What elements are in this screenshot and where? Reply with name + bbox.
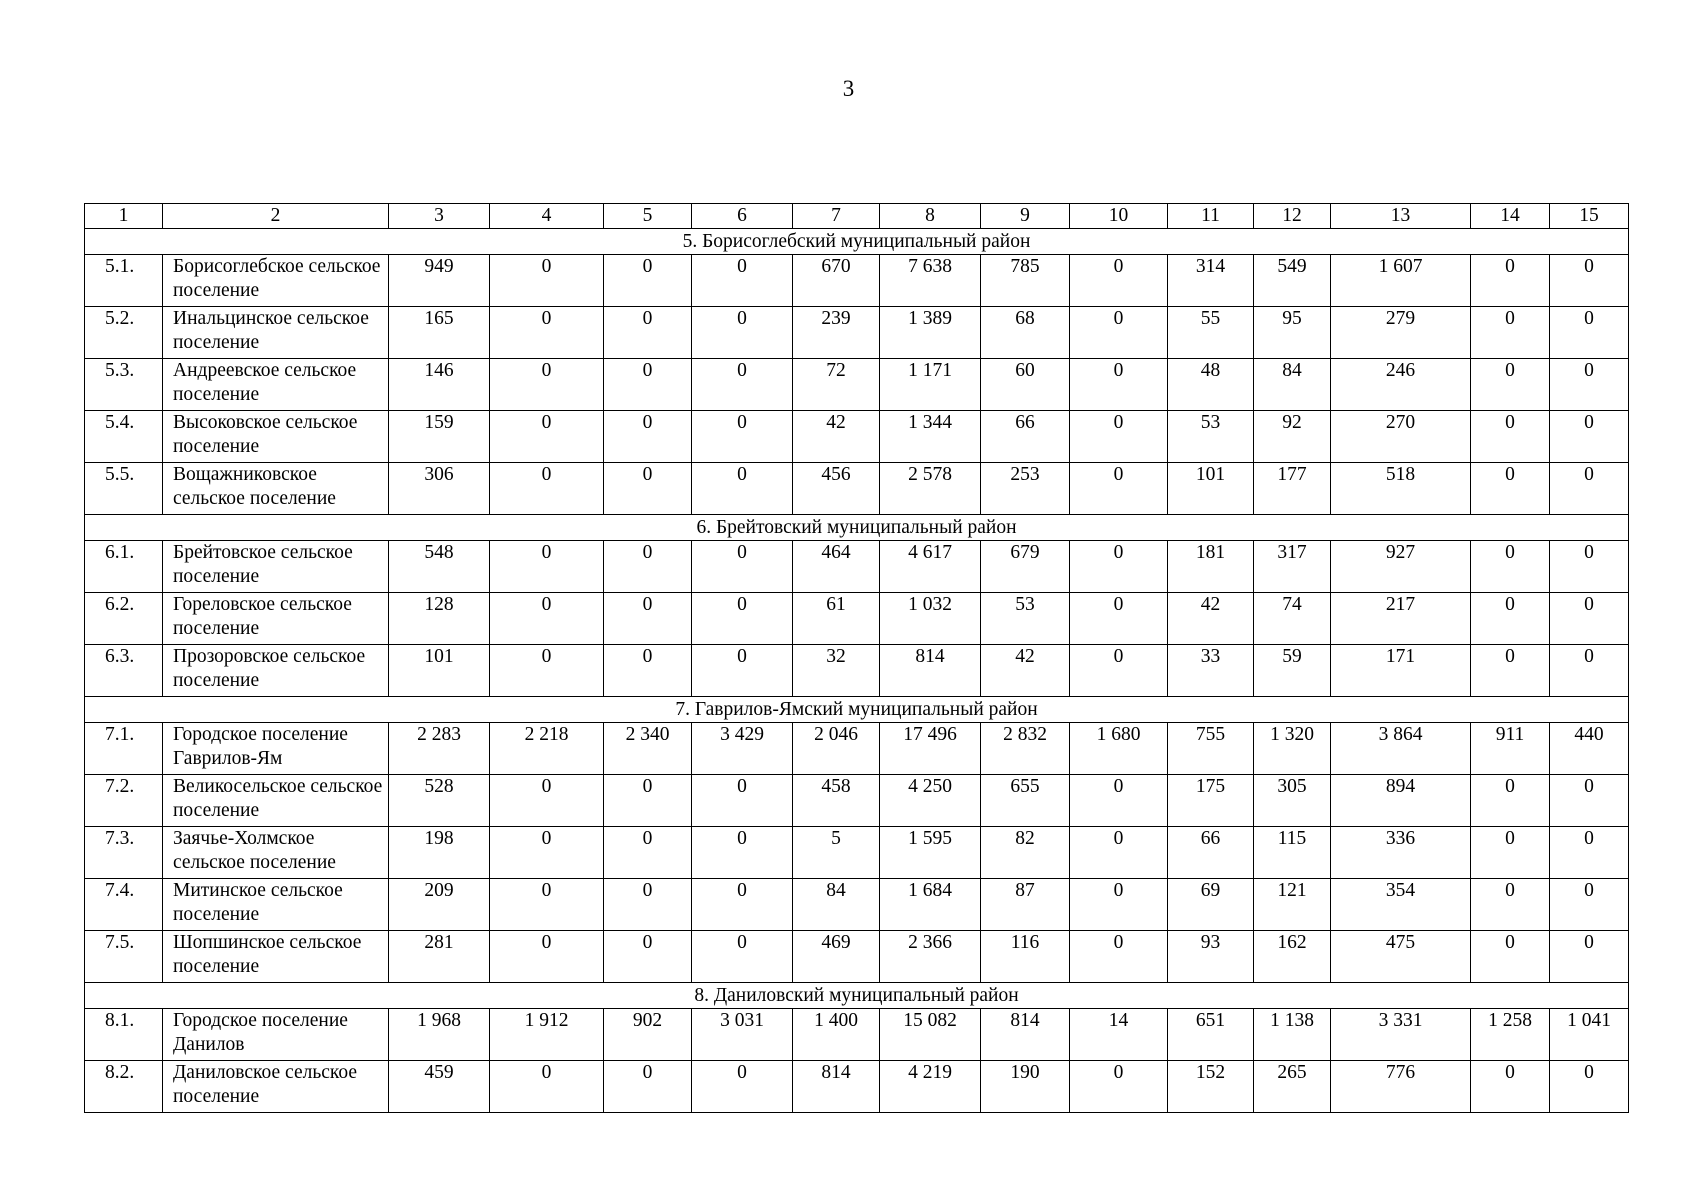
value-cell: 59 [1254,645,1331,697]
value-cell: 0 [1550,463,1629,515]
value-cell: 1 912 [490,1009,604,1061]
value-cell: 0 [490,593,604,645]
value-cell: 0 [1550,411,1629,463]
value-cell: 146 [389,359,490,411]
value-cell: 0 [1550,775,1629,827]
value-cell: 3 429 [692,723,793,775]
value-cell: 246 [1331,359,1471,411]
table-row [85,463,1629,515]
value-cell: 458 [793,775,880,827]
value-cell: 115 [1254,827,1331,879]
settlement-name: Заячье-Холмское сельское поселение [163,827,389,879]
value-cell: 755 [1168,723,1254,775]
value-cell: 0 [692,931,793,983]
value-cell: 0 [604,827,692,879]
value-cell: 0 [490,307,604,359]
value-cell: 336 [1331,827,1471,879]
table-row [85,359,1629,411]
value-cell: 456 [793,463,880,515]
value-cell: 670 [793,255,880,307]
table-row [85,827,1629,879]
value-cell: 265 [1254,1061,1331,1113]
section-title: 8. Даниловский муниципальный район [85,983,1629,1009]
value-cell: 814 [793,1061,880,1113]
table-row [85,723,1629,775]
row-number: 5.1. [85,255,163,307]
value-cell: 1 607 [1331,255,1471,307]
value-cell: 162 [1254,931,1331,983]
value-cell: 279 [1331,307,1471,359]
value-cell: 0 [692,645,793,697]
column-header: 4 [490,204,604,229]
value-cell: 0 [1070,1061,1168,1113]
value-cell: 33 [1168,645,1254,697]
value-cell: 53 [1168,411,1254,463]
value-cell: 0 [1070,879,1168,931]
value-cell: 209 [389,879,490,931]
value-cell: 3 864 [1331,723,1471,775]
value-cell: 0 [490,1061,604,1113]
value-cell: 0 [692,1061,793,1113]
table-row [85,593,1629,645]
value-cell: 949 [389,255,490,307]
value-cell: 190 [981,1061,1070,1113]
column-header: 1 [85,204,163,229]
settlement-name: Городское поселение Данилов [163,1009,389,1061]
value-cell: 3 031 [692,1009,793,1061]
value-cell: 1 684 [880,879,981,931]
value-cell: 0 [1070,593,1168,645]
value-cell: 55 [1168,307,1254,359]
value-cell: 0 [1471,411,1550,463]
value-cell: 68 [981,307,1070,359]
value-cell: 239 [793,307,880,359]
value-cell: 0 [1471,931,1550,983]
row-number: 7.5. [85,931,163,983]
section-title: 5. Борисоглебский муниципальный район [85,229,1629,255]
settlement-name: Даниловское сельское поселение [163,1061,389,1113]
value-cell: 0 [1471,307,1550,359]
value-cell: 475 [1331,931,1471,983]
value-cell: 95 [1254,307,1331,359]
value-cell: 1 400 [793,1009,880,1061]
value-cell: 306 [389,463,490,515]
value-cell: 548 [389,541,490,593]
value-cell: 0 [604,359,692,411]
value-cell: 902 [604,1009,692,1061]
value-cell: 0 [1070,255,1168,307]
value-cell: 14 [1070,1009,1168,1061]
value-cell: 281 [389,931,490,983]
value-cell: 1 595 [880,827,981,879]
value-cell: 354 [1331,879,1471,931]
column-header: 9 [981,204,1070,229]
value-cell: 0 [1550,541,1629,593]
value-cell: 2 340 [604,723,692,775]
value-cell: 0 [604,645,692,697]
value-cell: 4 219 [880,1061,981,1113]
value-cell: 17 496 [880,723,981,775]
value-cell: 0 [1550,307,1629,359]
value-cell: 785 [981,255,1070,307]
value-cell: 2 283 [389,723,490,775]
value-cell: 0 [1070,931,1168,983]
value-cell: 42 [793,411,880,463]
value-cell: 0 [604,931,692,983]
value-cell: 87 [981,879,1070,931]
row-number: 7.3. [85,827,163,879]
column-header: 13 [1331,204,1471,229]
section-row [85,697,1629,723]
value-cell: 0 [1471,827,1550,879]
value-cell: 60 [981,359,1070,411]
value-cell: 0 [490,411,604,463]
value-cell: 0 [1471,645,1550,697]
page-number: 3 [842,76,855,101]
value-cell: 1 680 [1070,723,1168,775]
value-cell: 4 250 [880,775,981,827]
column-header: 15 [1550,204,1629,229]
table-row [85,1009,1629,1061]
value-cell: 93 [1168,931,1254,983]
value-cell: 101 [1168,463,1254,515]
value-cell: 0 [692,593,793,645]
value-cell: 0 [1550,879,1629,931]
column-header: 14 [1471,204,1550,229]
value-cell: 0 [604,879,692,931]
value-cell: 0 [1471,775,1550,827]
value-cell: 0 [1550,827,1629,879]
value-cell: 0 [490,827,604,879]
row-number: 7.2. [85,775,163,827]
value-cell: 0 [1070,541,1168,593]
value-cell: 1 389 [880,307,981,359]
value-cell: 15 082 [880,1009,981,1061]
value-cell: 651 [1168,1009,1254,1061]
value-cell: 0 [692,307,793,359]
row-number: 6.2. [85,593,163,645]
value-cell: 305 [1254,775,1331,827]
settlement-name: Прозоровское сельское поселение [163,645,389,697]
value-cell: 0 [1471,463,1550,515]
value-cell: 0 [604,593,692,645]
value-cell: 165 [389,307,490,359]
value-cell: 1 258 [1471,1009,1550,1061]
value-cell: 32 [793,645,880,697]
value-cell: 0 [490,255,604,307]
table-row [85,775,1629,827]
value-cell: 0 [604,411,692,463]
value-cell: 776 [1331,1061,1471,1113]
value-cell: 84 [1254,359,1331,411]
value-cell: 152 [1168,1061,1254,1113]
column-header: 2 [163,204,389,229]
value-cell: 655 [981,775,1070,827]
value-cell: 128 [389,593,490,645]
value-cell: 3 331 [1331,1009,1471,1061]
value-cell: 0 [1471,593,1550,645]
value-cell: 0 [490,645,604,697]
value-cell: 92 [1254,411,1331,463]
value-cell: 0 [1550,1061,1629,1113]
value-cell: 0 [1070,827,1168,879]
value-cell: 0 [1070,359,1168,411]
value-cell: 74 [1254,593,1331,645]
value-cell: 0 [604,541,692,593]
row-number: 5.4. [85,411,163,463]
value-cell: 0 [1070,411,1168,463]
value-cell: 0 [692,255,793,307]
value-cell: 0 [1070,463,1168,515]
table-row [85,645,1629,697]
value-cell: 159 [389,411,490,463]
value-cell: 5 [793,827,880,879]
value-cell: 217 [1331,593,1471,645]
row-number: 5.2. [85,307,163,359]
value-cell: 177 [1254,463,1331,515]
value-cell: 0 [604,307,692,359]
table-row [85,255,1629,307]
value-cell: 0 [490,931,604,983]
value-cell: 0 [1550,255,1629,307]
value-cell: 0 [1070,645,1168,697]
table-row [85,879,1629,931]
value-cell: 7 638 [880,255,981,307]
row-number: 6.3. [85,645,163,697]
value-cell: 0 [490,463,604,515]
value-cell: 82 [981,827,1070,879]
value-cell: 0 [604,1061,692,1113]
section-title: 6. Брейтовский муниципальный район [85,515,1629,541]
settlement-name: Городское поселение Гаврилов-Ям [163,723,389,775]
value-cell: 317 [1254,541,1331,593]
value-cell: 2 218 [490,723,604,775]
row-number: 5.5. [85,463,163,515]
settlement-name: Андреевское сельское поселение [163,359,389,411]
row-number: 7.4. [85,879,163,931]
value-cell: 314 [1168,255,1254,307]
value-cell: 0 [692,541,793,593]
row-number: 8.2. [85,1061,163,1113]
settlement-name: Шопшинское сельское поселение [163,931,389,983]
value-cell: 0 [1070,775,1168,827]
value-cell: 679 [981,541,1070,593]
value-cell: 0 [1471,255,1550,307]
row-number: 5.3. [85,359,163,411]
value-cell: 0 [1471,359,1550,411]
settlement-name: Великосельское сельское поселение [163,775,389,827]
settlement-name: Гореловское сельское поселение [163,593,389,645]
value-cell: 0 [1471,879,1550,931]
value-cell: 101 [389,645,490,697]
value-cell: 66 [1168,827,1254,879]
value-cell: 1 968 [389,1009,490,1061]
settlement-name: Высоковское сельское поселение [163,411,389,463]
value-cell: 0 [604,463,692,515]
column-header-row [85,204,1629,229]
settlement-name: Борисоглебское сельское поселение [163,255,389,307]
row-number: 8.1. [85,1009,163,1061]
value-cell: 253 [981,463,1070,515]
value-cell: 2 832 [981,723,1070,775]
value-cell: 181 [1168,541,1254,593]
value-cell: 198 [389,827,490,879]
column-header: 5 [604,204,692,229]
value-cell: 175 [1168,775,1254,827]
value-cell: 440 [1550,723,1629,775]
value-cell: 2 366 [880,931,981,983]
value-cell: 0 [692,879,793,931]
value-cell: 0 [490,541,604,593]
value-cell: 121 [1254,879,1331,931]
value-cell: 42 [981,645,1070,697]
value-cell: 2 046 [793,723,880,775]
value-cell: 42 [1168,593,1254,645]
section-title: 7. Гаврилов-Ямский муниципальный район [85,697,1629,723]
value-cell: 0 [604,255,692,307]
column-header: 6 [692,204,793,229]
value-cell: 814 [880,645,981,697]
section-row [85,515,1629,541]
section-row [85,983,1629,1009]
value-cell: 1 041 [1550,1009,1629,1061]
column-header: 11 [1168,204,1254,229]
table-row [85,541,1629,593]
value-cell: 1 032 [880,593,981,645]
table-row [85,931,1629,983]
value-cell: 0 [692,775,793,827]
value-cell: 0 [692,411,793,463]
value-cell: 814 [981,1009,1070,1061]
settlement-name: Брейтовское сельское поселение [163,541,389,593]
value-cell: 171 [1331,645,1471,697]
value-cell: 1 138 [1254,1009,1331,1061]
table-row [85,411,1629,463]
value-cell: 1 171 [880,359,981,411]
column-header: 3 [389,204,490,229]
value-cell: 0 [692,827,793,879]
value-cell: 66 [981,411,1070,463]
value-cell: 69 [1168,879,1254,931]
value-cell: 464 [793,541,880,593]
value-cell: 0 [604,775,692,827]
row-number: 6.1. [85,541,163,593]
value-cell: 0 [1471,1061,1550,1113]
value-cell: 518 [1331,463,1471,515]
settlement-name: Митинское сельское поселение [163,879,389,931]
column-header: 7 [793,204,880,229]
value-cell: 0 [490,879,604,931]
value-cell: 894 [1331,775,1471,827]
table-row [85,307,1629,359]
settlement-name: Вощажниковское сельское поселение [163,463,389,515]
table-row [85,1061,1629,1113]
column-header: 10 [1070,204,1168,229]
settlement-name: Инальцинское сельское поселение [163,307,389,359]
value-cell: 0 [1550,359,1629,411]
value-cell: 116 [981,931,1070,983]
value-cell: 927 [1331,541,1471,593]
value-cell: 911 [1471,723,1550,775]
value-cell: 469 [793,931,880,983]
value-cell: 0 [692,463,793,515]
value-cell: 48 [1168,359,1254,411]
value-cell: 0 [1471,541,1550,593]
value-cell: 0 [490,775,604,827]
value-cell: 528 [389,775,490,827]
value-cell: 459 [389,1061,490,1113]
value-cell: 72 [793,359,880,411]
column-header: 12 [1254,204,1331,229]
section-row [85,229,1629,255]
value-cell: 1 320 [1254,723,1331,775]
column-header: 8 [880,204,981,229]
value-cell: 0 [1550,593,1629,645]
value-cell: 84 [793,879,880,931]
value-cell: 0 [692,359,793,411]
value-cell: 1 344 [880,411,981,463]
value-cell: 53 [981,593,1070,645]
value-cell: 0 [490,359,604,411]
value-cell: 0 [1550,645,1629,697]
row-number: 7.1. [85,723,163,775]
value-cell: 61 [793,593,880,645]
value-cell: 2 578 [880,463,981,515]
value-cell: 0 [1550,931,1629,983]
value-cell: 4 617 [880,541,981,593]
data-table [84,203,1629,1113]
value-cell: 549 [1254,255,1331,307]
value-cell: 0 [1070,307,1168,359]
value-cell: 270 [1331,411,1471,463]
